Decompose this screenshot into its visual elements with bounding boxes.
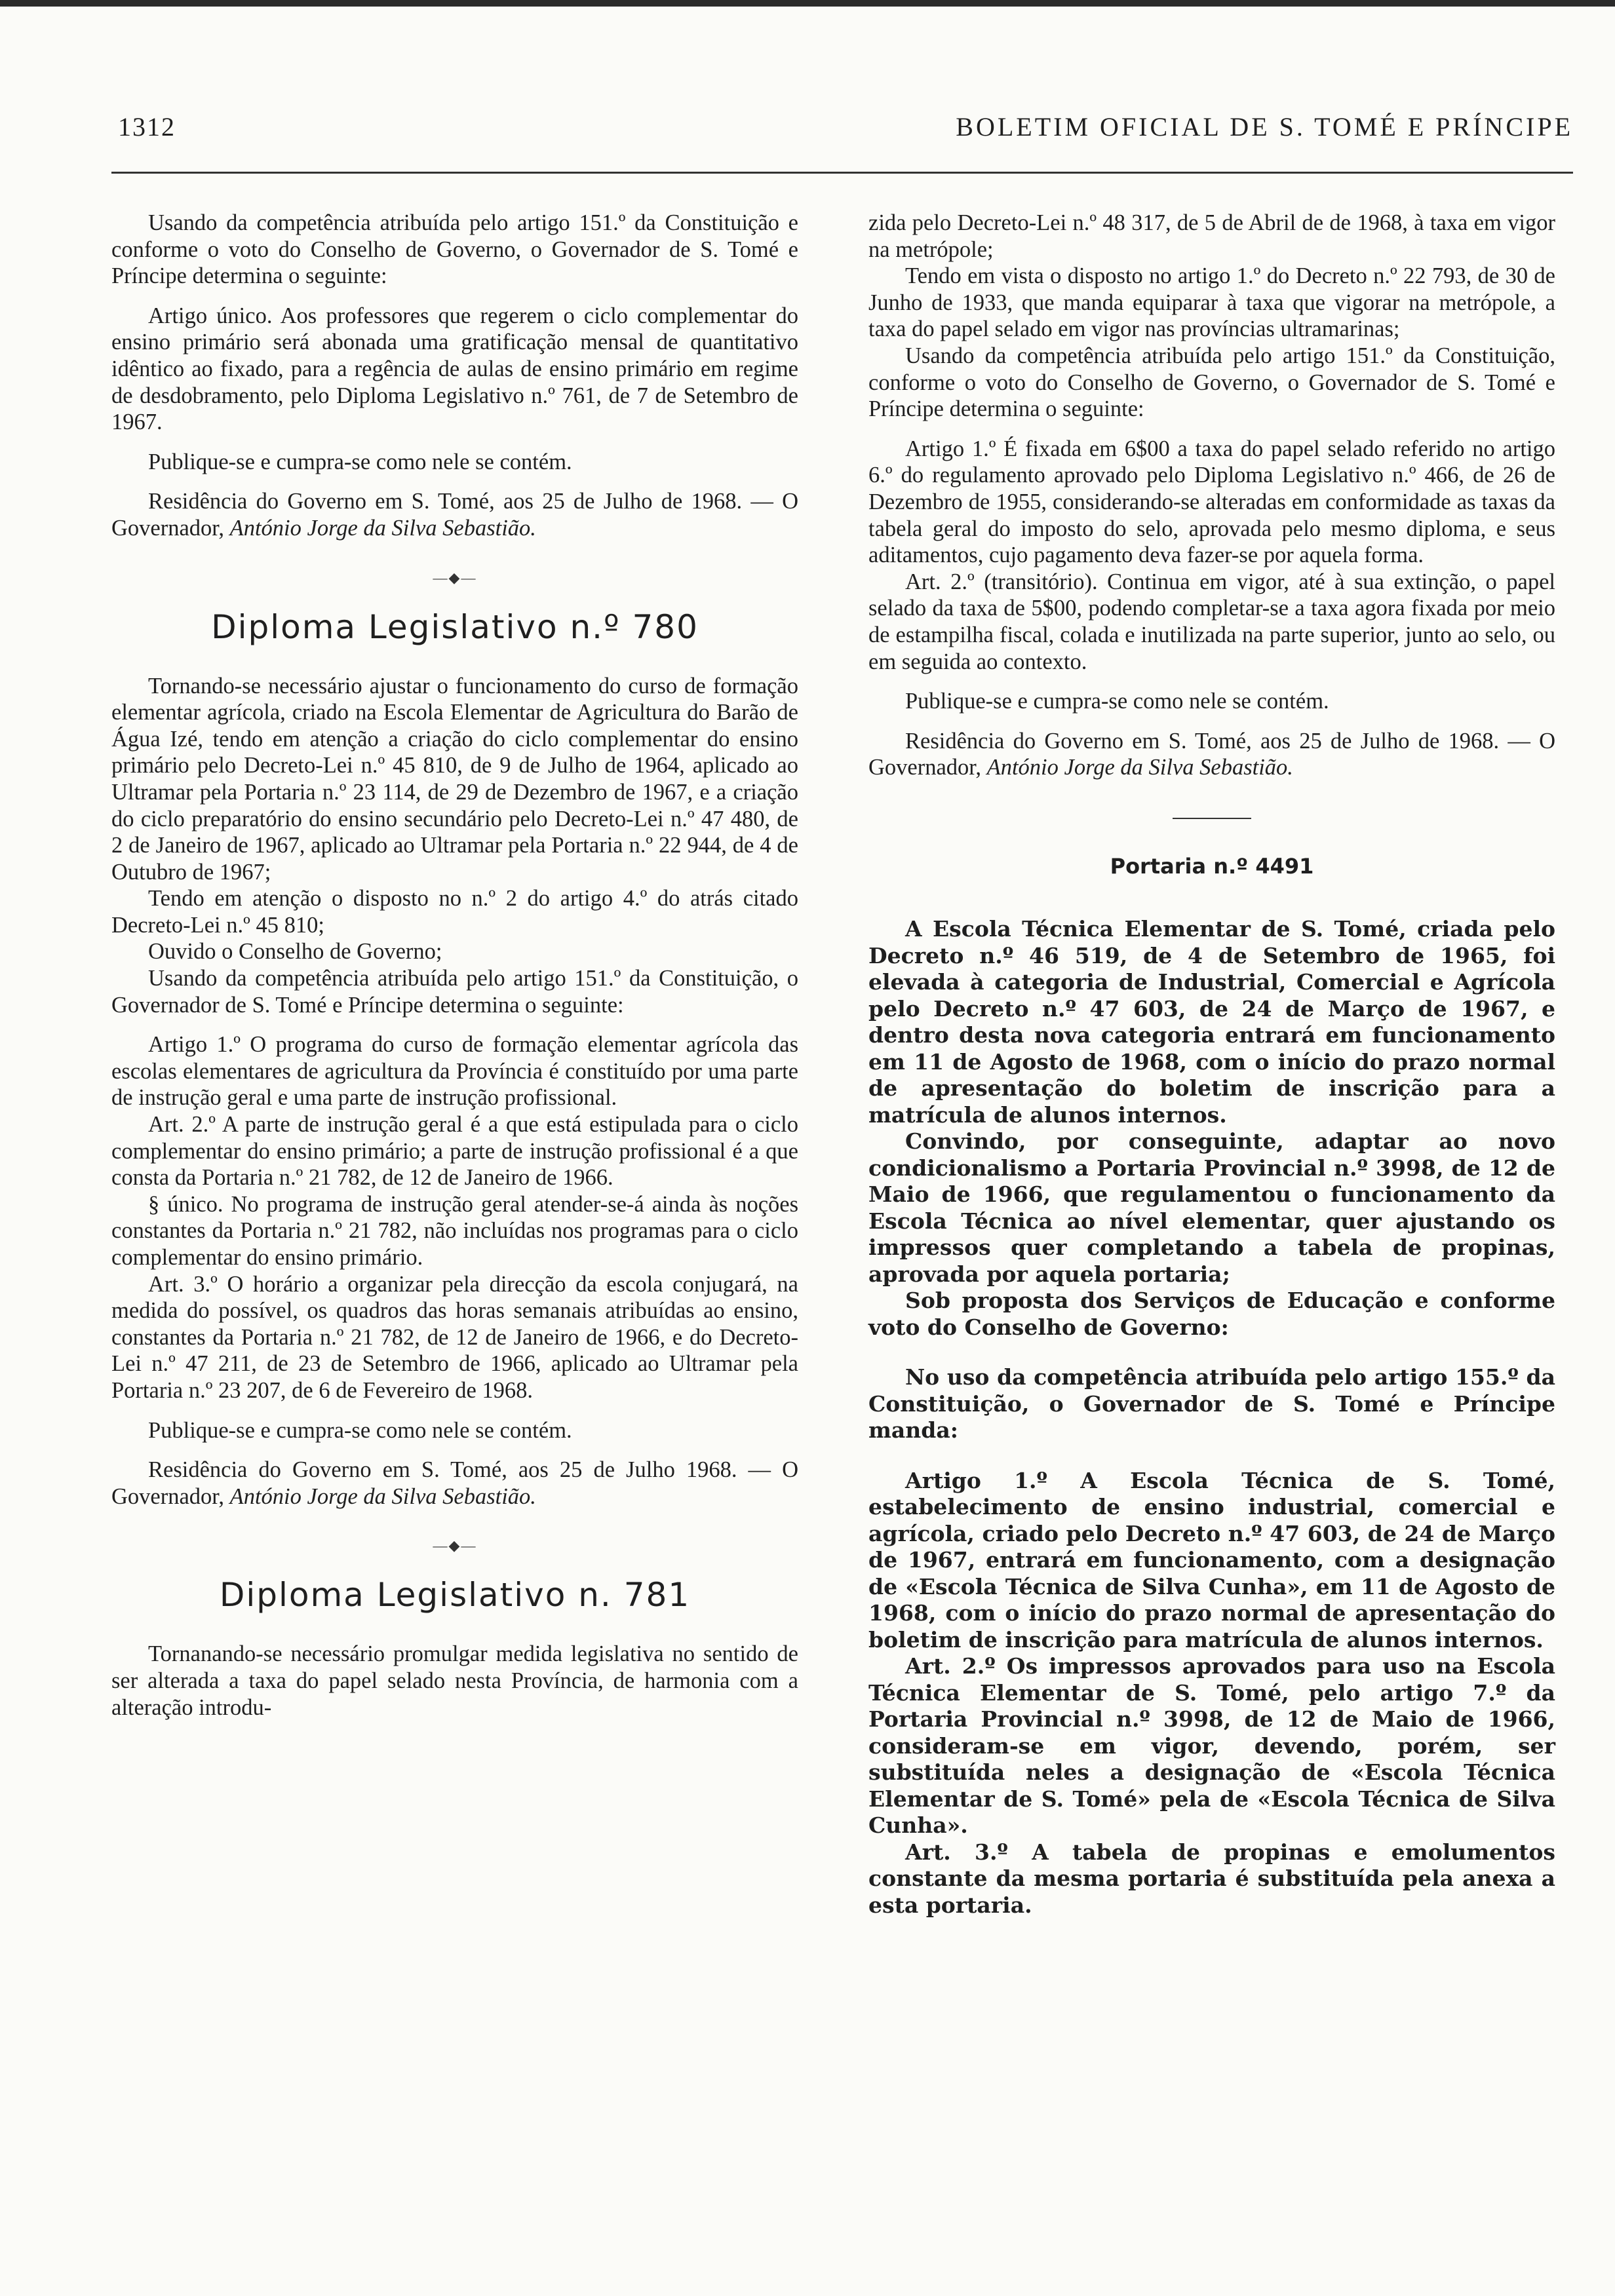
- diploma-780-art2: Art. 2.º A parte de instrução geral é a que está estipulada para o ciclo complementar do ensino primário; a parte de instrução profissional é a que consta da Portaria n.º 21 782, de 12 de Janeiro de 1966.: [111, 1112, 798, 1191]
- diploma-781-preamble: Tornanando-se necessário promulgar medida legislativa no sentido de ser alterada a taxa do papel selado nesta Província, de harmonia com a alteração introdu-: [111, 1641, 798, 1720]
- diploma-780-usando: Usando da competência atribuída pelo artigo 151.º da Constituição, o Governador de S. Tomé e Príncipe determina o seguinte:: [111, 966, 798, 1018]
- diploma-780-art3: Art. 3.º O horário a organizar pela direcção da escola conjugará, na medida do possível, os quadros das horas semanais atribuídas ao ensino, constantes da Portaria n.º 21 782, de 12 de Janeiro de 1966, e do Decreto-Lei n.º 47 211, de 23 de Setembro de 1966, aplicado ao Ultramar pela Portaria n.º 23 207, de 6 de Fevereiro de 1968.: [111, 1271, 798, 1403]
- diploma-780-residencia: Residência do Governo em S. Tomé, aos 25 de Julho 1968. — O Governador,: [111, 1457, 798, 1509]
- journal-title: BOLETIM OFICIAL DE S. TOMÉ E PRÍNCIPE: [956, 112, 1573, 142]
- tendo-text: Tendo em vista o disposto no artigo 1.º do Decreto n.º 22 793, de 30 de Junho de 1933, que manda equiparar à taxa que vigorar na metrópole, a taxa do papel selado em vigor nas províncias ultramarinas;: [868, 263, 1555, 342]
- diploma-780-signature: António Jorge da Silva Sebastião.: [229, 1483, 536, 1509]
- portaria-article-2: Art. 2.º Os impressos aprovados para uso na Escola Técnica Elementar de S. Tomé, pelo artigo 7.º da Portaria Provincial n.º 3998, de 12 de Maio de 1966, consideram-se em vigor, devendo, porém, ser substituída neles a designação de «Escola Técnica Elementar de S. Tomé» pela de «Escola Técnica de Silva Cunha».: [868, 1653, 1555, 1839]
- diploma-780-ouvido: Ouvido o Conselho de Governo;: [148, 939, 442, 965]
- governor-signature: António Jorge da Silva Sebastião.: [986, 755, 1293, 780]
- portaria-paragraph-3: Sob proposta dos Serviços de Educação e conforme voto do Conselho de Governo:: [868, 1288, 1555, 1340]
- article-1: Artigo 1.º É fixada em 6$00 a taxa do papel selado referido no artigo 6.º do regulamento aprovado pelo Diploma Legislativo n.º 466, de 26 de Dezembro de 1955, considerando-se alteradas em conformidade as taxas da tabela geral do imposto do selo, aprovada pelo mesmo diploma, e seus aditamentos, cujo pagamento deva fazer-se por aquela forma.: [868, 436, 1555, 568]
- diploma-780-paragrafo: § único. No programa de instrução geral atender-se-á ainda às noções constantes da Portaria n.º 21 782, não incluídas nos programas para o ciclo complementar do ensino primário.: [111, 1191, 798, 1270]
- page-header: [118, 111, 1573, 151]
- portaria-paragraph-4: No uso da competência atribuída pelo artigo 155.º da Constituição, o Governador de S. Tomé e Príncipe manda:: [868, 1364, 1555, 1444]
- residencia-block: [111, 488, 798, 541]
- portaria-paragraph-1: A Escola Técnica Elementar de S. Tomé, criada pelo Decreto n.º 46 519, de 4 de Setembro de 1965, foi elevada à categoria de Industrial, Comercial e Agrícola pelo Decreto n.º 47 603, de 24 de Março de 1967, e dentro desta nova categoria entrará em funcionamento em 11 de Agosto de 1968, com o início do prazo normal de apresentação do boletim de inscrição para a matrícula de alunos internos.: [868, 916, 1555, 1128]
- article-2: Art. 2.º (transitório). Continua em vigor, até à sua extinção, o papel selado da taxa de 5$00, podendo completar-se a taxa agora fixada por meio de estampilha fiscal, colada e inutilizada na parte superior, junto ao selo, ou em seguida ao contexto.: [868, 569, 1555, 674]
- diploma-780-heading: Diploma Legislativo n.º 780: [211, 607, 699, 646]
- intro-paragraph: Usando da competência atribuída pelo artigo 151.º da Constituição e conforme o voto do Conselho de Governo, o Governador de S. Tomé e Príncipe determina o seguinte:: [111, 210, 798, 289]
- page-number: 1312: [118, 112, 176, 142]
- diploma-780-publique: Publique-se e cumpra-se como nele se contém.: [148, 1417, 572, 1443]
- usando-text: Usando da competência atribuída pelo artigo 151.º da Constituição, conforme o voto do Conselho de Governo, o Governador de S. Tomé e Príncipe determina o seguinte:: [868, 343, 1555, 422]
- left-column: [111, 210, 798, 1721]
- top-border-rule: [0, 0, 1615, 7]
- section-separator: —◆—: [433, 1537, 477, 1554]
- portaria-heading: Portaria n.º 4491: [1110, 853, 1314, 879]
- diploma-780-preamble: Tornando-se necessário ajustar o funcionamento do curso de formação elementar agrícola, criado na Escola Elementar de Agricultura do Barão de Água Izé, tendo em atenção a criação do ciclo complementar do ensino primário pelo Decreto-Lei n.º 45 810, de 9 de Julho de 1964, aplicado ao Ultramar pela Portaria n.º 23 114, de 29 de Dezembro de 1967, e a criação do ciclo preparatório do ensino secundário pelo Decreto-Lei n.º 47 480, de 2 de Janeiro de 1967, aplicado ao Ultramar pela Portaria n.º 22 944, de 4 de Outubro de 1967;: [111, 673, 798, 885]
- portaria-article-3: Art. 3.º A tabela de propinas e emolumentos constante da mesma portaria é substituída pela anexa a esta portaria.: [868, 1839, 1555, 1918]
- portaria-article-1: Artigo 1.º A Escola Técnica de S. Tomé, estabelecimento de ensino industrial, comercial e agrícola, criado pelo Decreto n.º 47 603, de 24 de Março de 1967, entrará em funcionamento, com a designação de «Escola Técnica de Silva Cunha», em 11 de Agosto de 1968, com o início do prazo normal de apresentação do boletim de inscrição para matrícula de alunos internos.: [868, 1467, 1555, 1653]
- continuation-text: zida pelo Decreto-Lei n.º 48 317, de 5 de Abril de de 1968, à taxa em vigor na metrópole;: [868, 210, 1555, 262]
- portaria-paragraph-2: Convindo, por conseguinte, adaptar ao novo condicionalismo a Portaria Provincial n.º 3998, de 12 de Maio de 1966, que regulamentou o funcionamento da Escola Técnica ao nível elementar, quer ajustando os impressos quer completando a tabela de propinas, aprovada por aquela portaria;: [868, 1128, 1555, 1287]
- artigo-unico: Artigo único. Aos professores que regerem o ciclo complementar do ensino primário será abonada uma gratificação mensal de quantitativo idêntico ao fixado, para a regência de aulas de ensino primário em regime de desdobramento, pelo Diploma Legislativo n.º 761, de 7 de Setembro de 1967.: [111, 303, 798, 435]
- publique-text: Publique-se e cumpra-se como nele se contém.: [148, 449, 572, 474]
- residencia-text: Residência do Governo em S. Tomé, aos 25 de Julho de 1968. — O Governador,: [111, 489, 798, 541]
- residencia-block: [868, 728, 1555, 781]
- residencia-text: Residência do Governo em S. Tomé, aos 25 de Julho de 1968. — O Governador,: [868, 728, 1555, 780]
- diploma-780-tendo: Tendo em atenção o disposto no n.º 2 do artigo 4.º do atrás citado Decreto-Lei n.º 45 810;: [111, 886, 798, 938]
- governor-signature: António Jorge da Silva Sebastião.: [229, 515, 536, 541]
- diploma-781-heading: Diploma Legislativo n. 781: [219, 1576, 691, 1615]
- portaria-body: [868, 916, 1555, 1919]
- right-column: [868, 210, 1555, 1919]
- publique-text: Publique-se e cumpra-se como nele se contém.: [905, 689, 1329, 714]
- diploma-780-art1: Artigo 1.º O programa do curso de formação elementar agrícola das escolas elementares de agricultura da Província é constituído por uma parte de instrução geral e uma parte de instrução profissional.: [111, 1032, 798, 1111]
- diploma-780-residencia-block: [111, 1457, 798, 1510]
- section-separator: [1173, 818, 1251, 819]
- header-rule: [111, 172, 1573, 174]
- section-separator: —◆—: [433, 569, 477, 586]
